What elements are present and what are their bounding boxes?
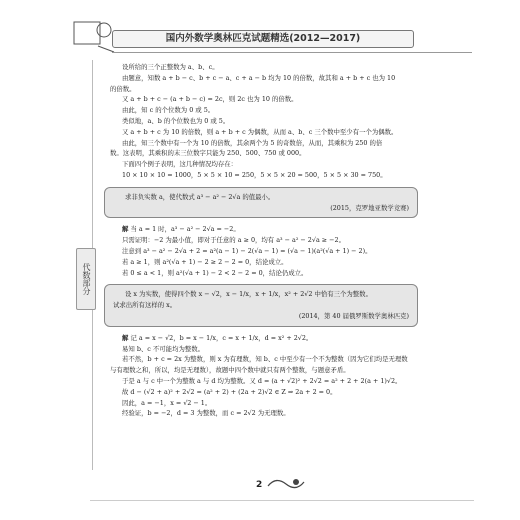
problem-text: 试求出所有这样的 x。 [113,301,177,310]
problem-box-1 [104,187,418,219]
text-line: 由此，知三个数中有一个为 10 的倍数，其余两个为 5 的奇数倍，从而，其乘积为 250 的倍 [122,138,383,147]
problem-text: 设 x 为实数，使得四个数 x − √2，x − 1/x，x + 1/x，x² + 2√2 中恰有三个为整数。 [125,290,372,299]
text-line: 易知 b、c 不可能均为整数。 [122,344,205,353]
page-number: 2 [256,480,263,490]
text-line: 经验证，b = −2，d = 3 为整数，而 c = 2√2 为无理数。 [122,409,290,418]
page-ornament-icon [266,474,306,492]
running-header: 国内外数学奥林匹克试题精选(2012—2017) [112,30,414,48]
text-line: 又 a + b + c 为 10 的倍数，则 a + b + c 为偶数，从而 a、b、c 三个数中至少有一个为偶数。 [122,127,398,136]
text-line: 若不然，b + c = 2x 为整数，则 x 为有理数，知 b、c 中至少有一个不为整数（因为它们均是无理数 [122,355,408,364]
text-line: 若 a ≥ 1，则 a²(√a + 1) − 2 ≥ 2 − 2 = 0，结论成立。 [122,257,288,266]
page-content [110,62,410,419]
text-line: 因此，a = −1，x = √2 − 1。 [122,398,212,407]
text-line: 于是 a 与 c 中一个为整数 a 与 d 均为整数。又 d = (a + √2)² + 2√2 = a² + 2 + 2(a + 1)√2。 [122,376,402,385]
text-line: 只需证明：−2 为最小值，即对于任意的 a ≥ 0，均有 a³ − a² − 2√a ≥ −2。 [122,236,345,245]
header-rule [112,52,472,53]
text-line: 又 a + b + c − (a + b − c) = 2c，则 2c 也为 10 的倍数。 [122,95,298,104]
text-line: 的倍数。 [110,84,136,93]
problem-box-2 [104,284,418,326]
text-line: 故 d − (√2 + a)² + 2√2 = (a² + 2) + (2a + 2)√2 ∈ Z ⇒ 2a + 2 = 0。 [122,387,337,396]
text-line: 下面四个例子表明，这几种情况均存在： [122,160,238,169]
text-line: 设所给的三个正整数为 a、b、c。 [122,63,219,71]
problem-text: 求非负实数 a，使代数式 a³ − a² − 2√a 的值最小。 [125,192,275,201]
text-line: 注意到 a³ − a² − 2√a + 2 = a²(a − 1) − 2(√a − 1) = (√a − 1)(a²(√a + 1) − 2)。 [122,246,372,255]
text-line: 与有理数之和，所以，均是无理数），故题中四个数中就只有两个整数，与题意矛盾。 [110,366,350,375]
text-line: 由题意，知数 a + b − c、b + c − a、c + a − b 均为 10 的倍数，故其和 a + b + c 也为 10 [122,73,396,82]
solution-label: 解 [122,225,129,234]
text-line: 10 × 10 × 10 = 1000，5 × 5 × 10 = 250，5 × 5 × 20 = 500，5 × 5 × 30 = 750。 [122,170,387,179]
section-tab: 代数部分 [76,248,96,310]
problem-source: (2015，克罗地亚数学竞赛) [330,203,409,212]
text-line: 记 a = x − √2，b = x − 1/x，c = x + 1/x，d = x² + 2√2。 [130,333,313,342]
problem-source: (2014，第 40 届俄罗斯数学奥林匹克) [298,311,409,320]
text-line: 由此，知 c 的个位数为 0 或 5。 [122,106,215,115]
footer-rule [90,500,474,501]
solution-label: 解 [122,333,129,342]
text-line: 数。这表明，其乘积的末三位数字只能为 250、500、750 或 000。 [110,149,306,158]
text-line: 若 0 ≤ a < 1，则 a²(√a + 1) − 2 < 2 − 2 = 0，结论仍成立。 [122,268,308,277]
text-line: 当 a = 1 时，a³ − a² − 2√a = −2。 [130,225,240,234]
text-line: 类似地，a、b 的个位数也为 0 或 5。 [122,116,230,125]
